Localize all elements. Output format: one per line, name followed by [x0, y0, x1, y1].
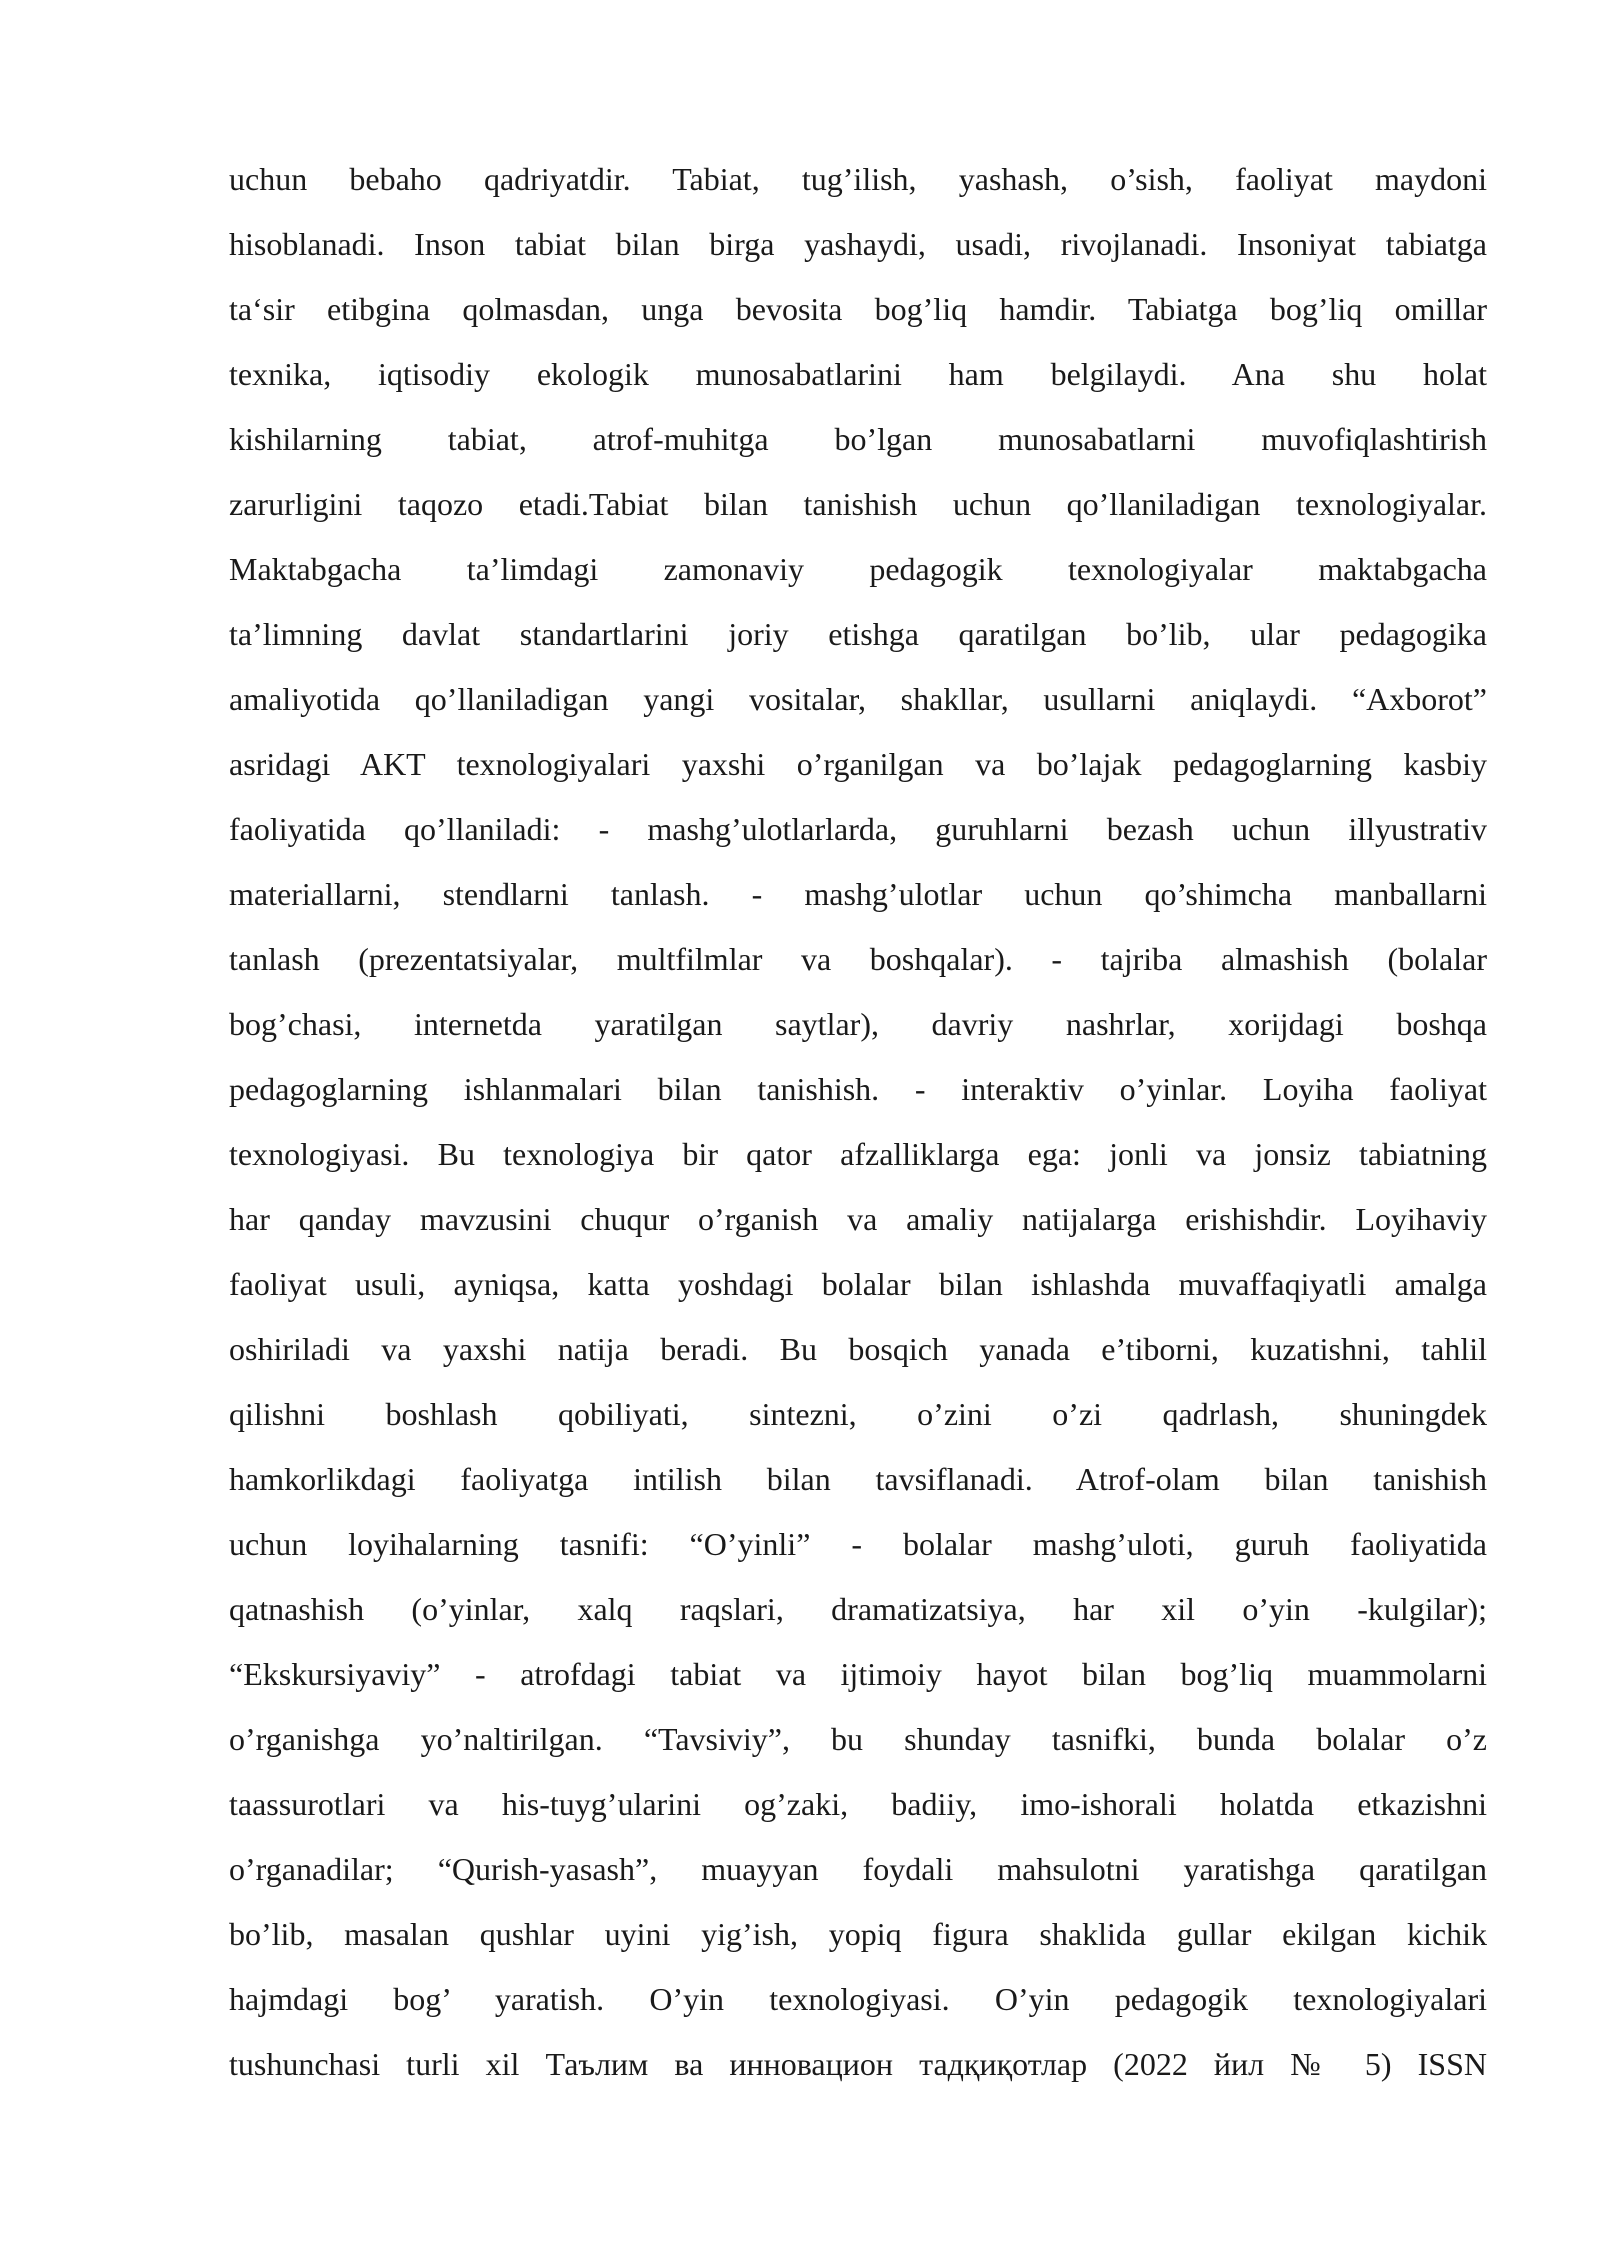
text-line: faoliyatida qo’llaniladi: - mashg’ulotlarlarda, guruhlarni bezash uchun illyustrativ — [229, 811, 1487, 847]
text-line: Maktabgacha ta’limdagi zamonaviy pedagogik texnologiyalar maktabgacha — [229, 551, 1487, 587]
text-line: tushunchasi turli xil Таълим ва инновацион тадқиқотлар (2022 йил № 5) ISSN — [229, 2046, 1487, 2082]
text-line: bo’lib, masalan qushlar uyini yig’ish, yopiq figura shaklida gullar ekilgan kichik — [229, 1916, 1487, 1952]
text-line: asridagi AKT texnologiyalari yaxshi o’rganilgan va bo’lajak pedagoglarning kasbiy — [229, 746, 1487, 782]
text-line: har qanday mavzusini chuqur o’rganish va amaliy natijalarga erishishdir. Loyihaviy — [229, 1201, 1487, 1237]
text-line: tanlash (prezentatsiyalar, multfilmlar va boshqalar). - tajriba almashish (bolalar — [229, 941, 1487, 977]
text-line: amaliyotida qo’llaniladigan yangi vositalar, shakllar, usullarni aniqlaydi. “Axborot” — [229, 681, 1487, 717]
text-line: texnologiyasi. Bu texnologiya bir qator afzalliklarga ega: jonli va jonsiz tabiatning — [229, 1136, 1487, 1172]
text-line: o’rganadilar; “Qurish-yasash”, muayyan foydali mahsulotni yaratishga qaratilgan — [229, 1851, 1487, 1887]
text-line: ta’limning davlat standartlarini joriy etishga qaratilgan bo’lib, ular pedagogika — [229, 616, 1487, 652]
text-line: pedagoglarning ishlanmalari bilan tanishish. - interaktiv o’yinlar. Loyiha faoliyat — [229, 1071, 1487, 1107]
text-line: uchun bebaho qadriyatdir. Tabiat, tug’ilish, yashash, o’sish, faoliyat maydoni — [229, 161, 1487, 197]
text-line: qilishni boshlash qobiliyati, sintezni, o’zini o’zi qadrlash, shuningdek — [229, 1396, 1487, 1432]
text-line: o’rganishga yo’naltirilgan. “Tavsiviy”, bu shunday tasnifki, bunda bolalar o’z — [229, 1721, 1487, 1757]
text-line: oshiriladi va yaxshi natija beradi. Bu bosqich yanada e’tiborni, kuzatishni, tahlil — [229, 1331, 1487, 1367]
text-line: hisoblanadi. Inson tabiat bilan birga yashaydi, usadi, rivojlanadi. Insoniyat tabiatga — [229, 226, 1487, 262]
text-line: qatnashish (o’yinlar, xalq raqslari, dramatizatsiya, har xil o’yin -kulgilar); — [229, 1591, 1487, 1627]
text-line: taassurotlari va his-tuyg’ularini og’zaki, badiiy, imo-ishorali holatda etkazishni — [229, 1786, 1487, 1822]
text-line: bog’chasi, internetda yaratilgan saytlar), davriy nashrlar, xorijdagi boshqa — [229, 1006, 1487, 1042]
text-line: faoliyat usuli, ayniqsa, katta yoshdagi bolalar bilan ishlashda muvaffaqiyatli amalga — [229, 1266, 1487, 1302]
body-text — [229, 147, 1487, 2097]
text-line: ta‘sir etibgina qolmasdan, unga bevosita bog’liq hamdir. Tabiatga bog’liq omillar — [229, 291, 1487, 327]
text-line: uchun loyihalarning tasnifi: “O’yinli” - bolalar mashg’uloti, guruh faoliyatida — [229, 1526, 1487, 1562]
text-line: zarurligini taqozo etadi.Tabiat bilan tanishish uchun qo’llaniladigan texnologiyalar. — [229, 486, 1487, 522]
text-line: materiallarni, stendlarni tanlash. - mashg’ulotlar uchun qo’shimcha manballarni — [229, 876, 1487, 912]
text-line: hajmdagi bog’ yaratish. O’yin texnologiyasi. O’yin pedagogik texnologiyalari — [229, 1981, 1487, 2017]
text-line: texnika, iqtisodiy ekologik munosabatlarini ham belgilaydi. Ana shu holat — [229, 356, 1487, 392]
text-line: hamkorlikdagi faoliyatga intilish bilan tavsiflanadi. Atrof-olam bilan tanishish — [229, 1461, 1487, 1497]
text-line: kishilarning tabiat, atrof-muhitga bo’lgan munosabatlarni muvofiqlashtirish — [229, 421, 1487, 457]
text-line: “Ekskursiyaviy” - atrofdagi tabiat va ijtimoiy hayot bilan bog’liq muammolarni — [229, 1656, 1487, 1692]
